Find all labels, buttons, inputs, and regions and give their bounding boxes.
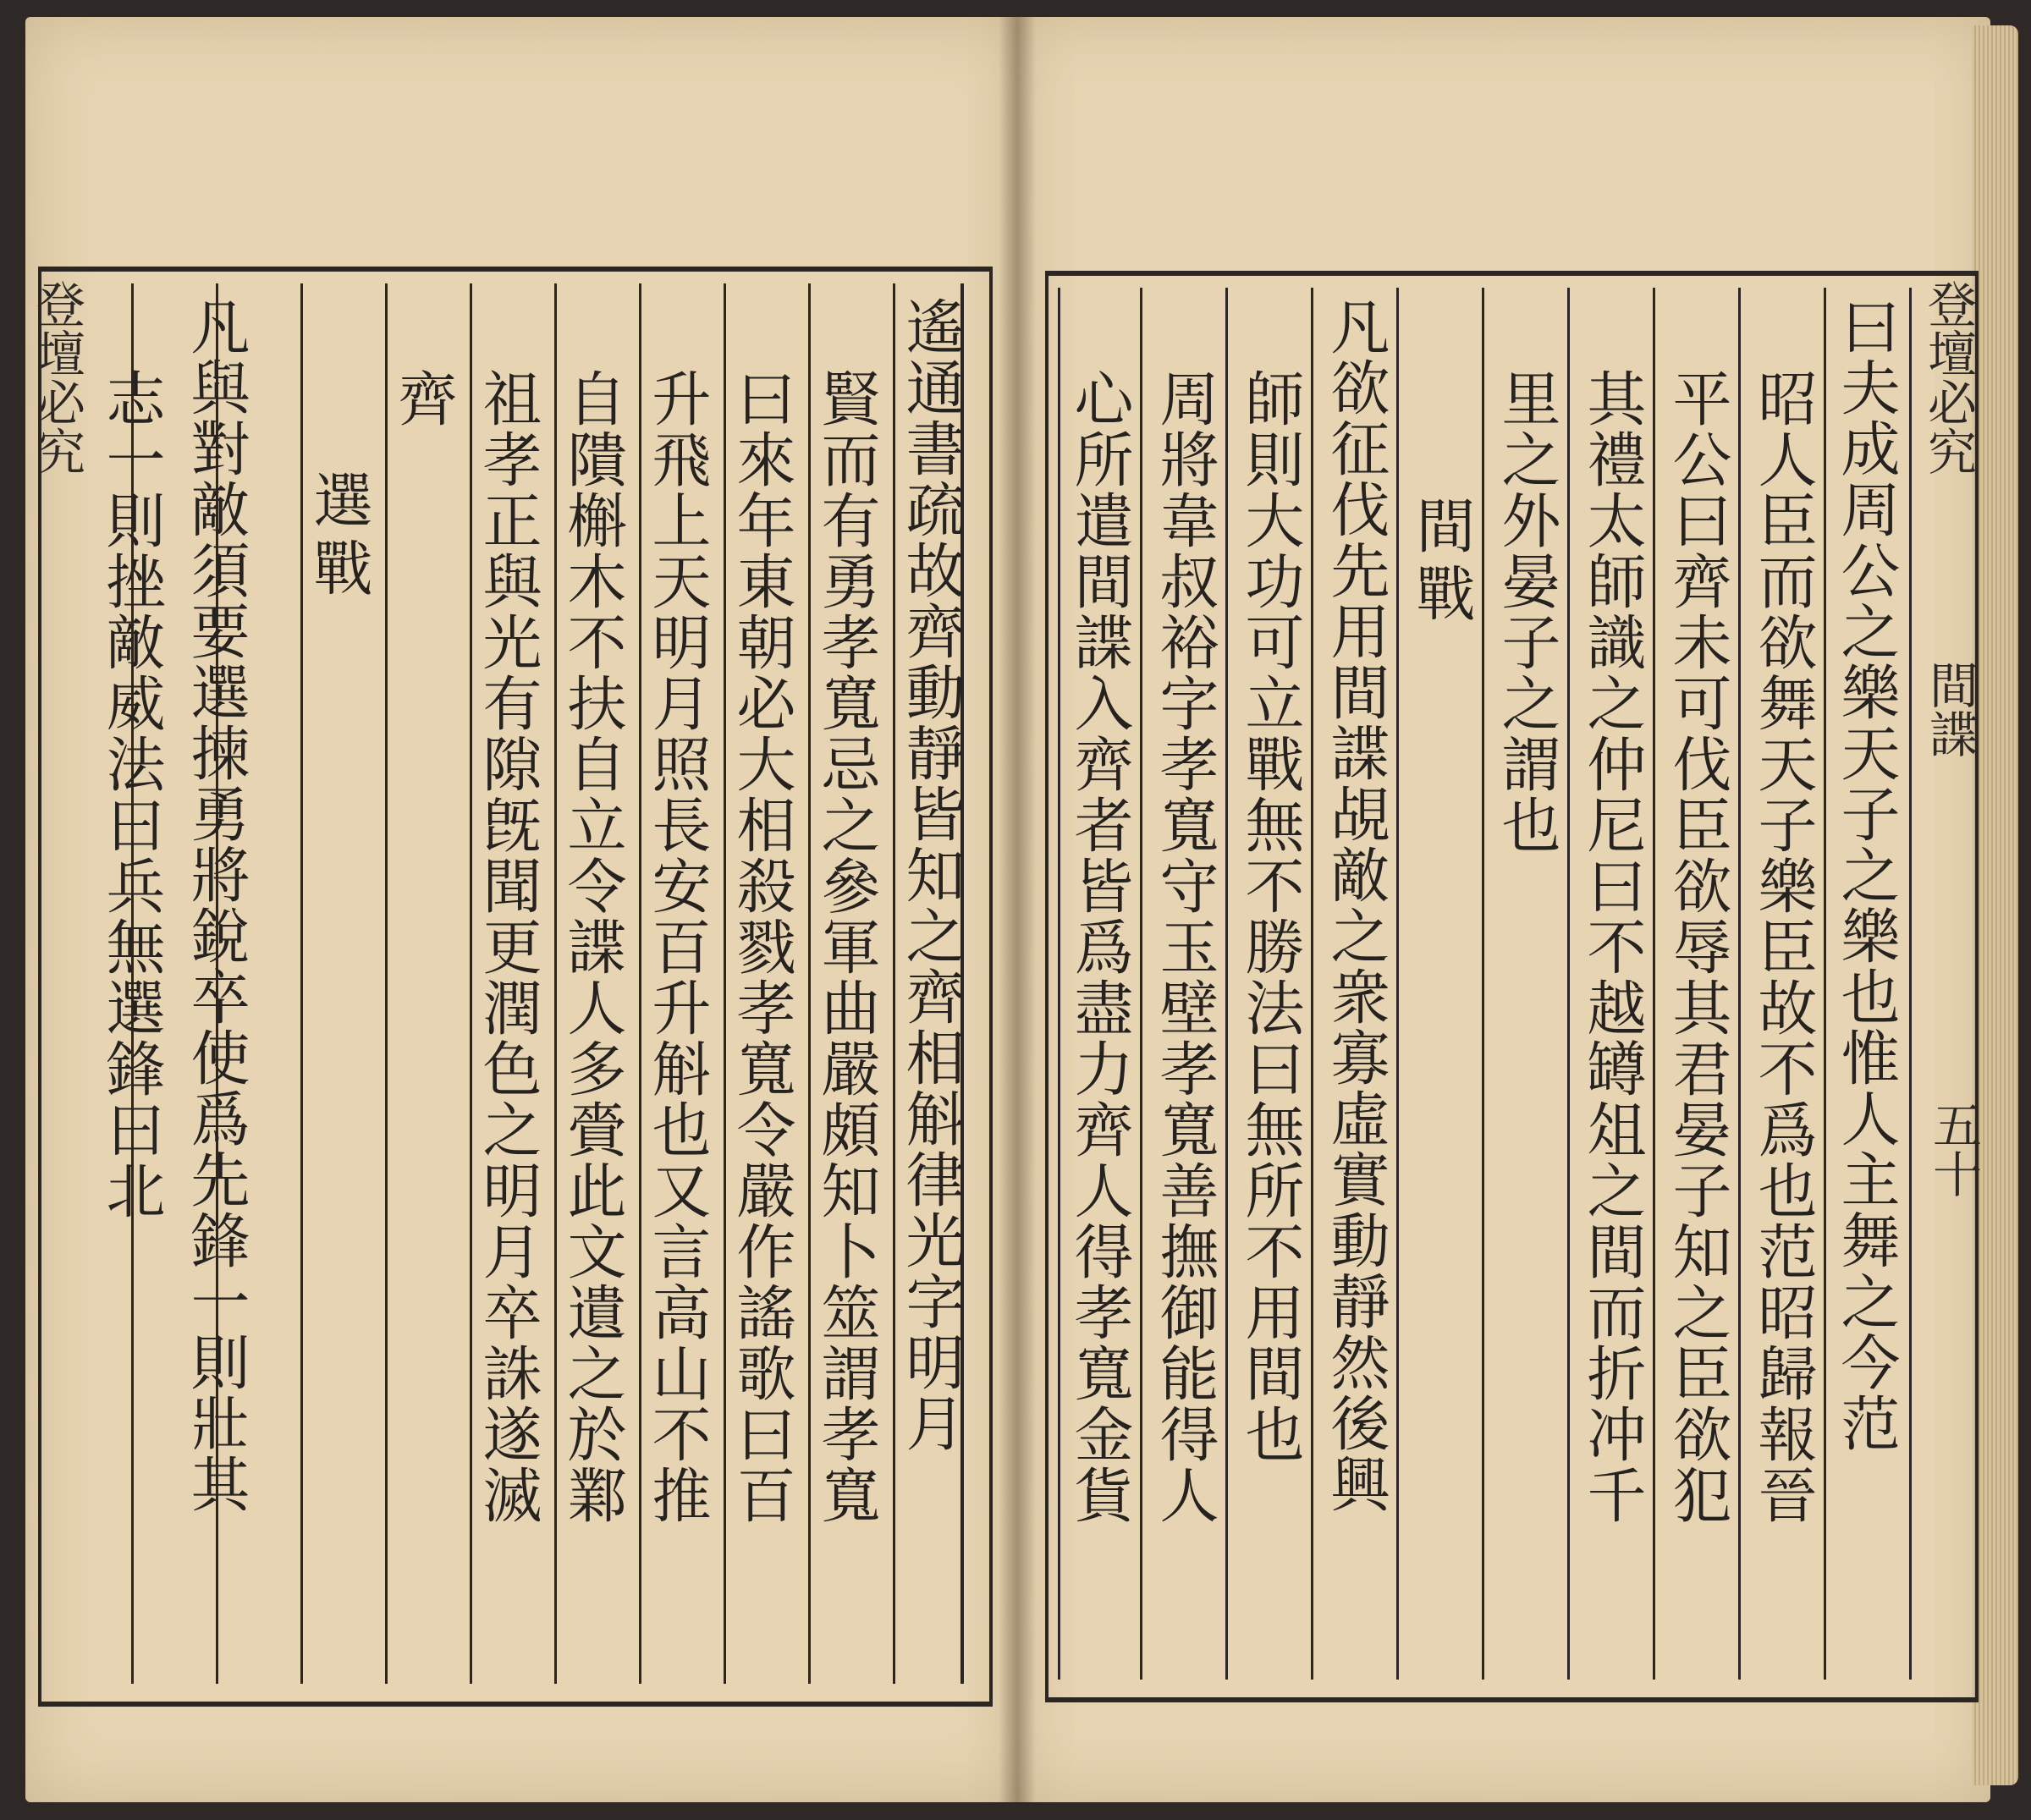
column-rule (1311, 288, 1313, 1680)
text-column: 周將韋叔裕字孝寬守玉壁孝寬善撫御能得人 (1150, 368, 1219, 1526)
text-column: 升飛上天明月照長安百升斛也又言高山不推 (642, 368, 712, 1526)
column-rule (1824, 288, 1826, 1680)
right-page-folio: 五十 (1924, 1100, 1982, 1198)
text-column: 師則大功可立戰無不勝法曰無所不用間也 (1236, 368, 1305, 1465)
text-column: 祖孝正與光有隙旣聞更潤色之明月卒誅遂滅 (473, 368, 542, 1526)
column-rule (1567, 288, 1570, 1680)
right-page-header: 登壇必究 (1919, 279, 1977, 476)
text-column: 其禮太師識之仲尼曰不越罇俎之間而折冲千 (1577, 368, 1647, 1526)
left-page-header: 登壇必究 (28, 279, 85, 476)
book-gutter (999, 17, 1036, 1802)
text-column: 心所遣間諜入齊者皆爲盡力齊人得孝寬金貨 (1065, 368, 1134, 1526)
text-column: 志一則挫敵威法曰兵無選鋒曰北 (96, 368, 166, 1221)
text-column: 曰夫成周公之樂天子之樂也惟人主舞之今范 (1831, 296, 1901, 1454)
section-heading: 選戰 (304, 470, 373, 605)
text-column: 里之外晏子之謂也 (1492, 368, 1561, 855)
column-rule (1396, 288, 1399, 1680)
text-column: 曰來年東朝必大相殺戮孝寬令嚴作謠歌曰百 (727, 368, 796, 1526)
text-column: 自隤槲木不扶自立令諜人多賫此文遺之於鄴 (558, 368, 627, 1526)
text-column: 賢而有勇孝寬忌之參軍曲嚴頗知卜筮謂孝寬 (812, 368, 881, 1526)
column-rule (1738, 288, 1741, 1680)
column-rule (1058, 288, 1060, 1680)
column-rule (385, 283, 388, 1684)
text-column: 凡與對敵須要選揀勇將銳卒使爲先鋒一則壯其 (181, 296, 250, 1515)
text-column: 昭人臣而欲舞天子樂臣故不爲也范昭歸報晉 (1748, 368, 1818, 1526)
text-column: 平公曰齊未可伐臣欲辱其君晏子知之臣欲犯 (1663, 368, 1732, 1526)
column-rule (1140, 288, 1142, 1680)
section-heading: 間戰 (1406, 495, 1476, 630)
text-column: 遙通書疏故齊動靜皆知之齊相斛律光字明月 (896, 296, 966, 1454)
right-page-section-header: 間諜 (1921, 660, 1979, 758)
column-rule (1225, 288, 1228, 1680)
text-column: 齊 (388, 368, 458, 429)
column-rule (1653, 288, 1655, 1680)
column-rule (1909, 288, 1912, 1680)
text-column: 凡欲征伐先用間諜覘敵之衆寡虛實動靜然後興 (1321, 296, 1390, 1515)
column-rule (1482, 288, 1484, 1680)
